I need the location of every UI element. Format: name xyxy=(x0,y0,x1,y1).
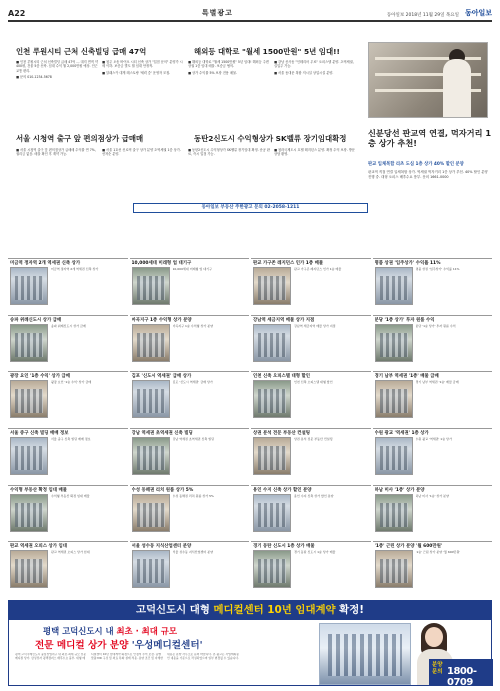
ad-column-7: ■ 동탄2신도시 수익형상가 SK벨류 장기임대 확정. 준공 완료, 즉시 입점 가능. xyxy=(188,148,270,157)
ad-body-text: 서울 중구 신축 빌딩 매매 정보 xyxy=(51,437,91,441)
contact-bar: 동아일보 부동산 주한광고 문의 02-2058-1211 xyxy=(133,203,368,213)
ad-body-text: 판교 가구존 레지던스 인가 1층 매물 xyxy=(294,267,342,271)
ad-title: 명품 상권 '입주상가' 수익률 11% xyxy=(374,261,441,266)
phone-number: 1800-0709 xyxy=(447,666,477,688)
building-photo xyxy=(253,324,291,362)
classified-ad xyxy=(130,541,250,596)
ad-column-5: ■ 서울 시청역 출구 앞 편의점상가 급매매 수익률 연 7%, 권리금 없음. 매물 확인 후 계약 가능. xyxy=(16,148,96,157)
bottom-advertisement xyxy=(8,600,492,686)
building-photo xyxy=(132,324,170,362)
ad-column-1: ■ 인천 루원시티 근처 신축빌딩 급매 47억 … 대지 면적 약 400평, 건물 5층 신축. 임대 수익 월 2,000만원 예상. 인근 교통 편리. ■ 문의 010-1234-5678 xyxy=(16,60,98,79)
classified-ad xyxy=(251,315,371,370)
ad-banner: 고덕신도시 대형 메디컬센터 10년 임대계약 확정! xyxy=(9,601,491,620)
ad-title: 김포 '신도시 역세권' 급매 상가 xyxy=(131,374,192,380)
ad-body-text: 김포 '신도시 역세권' 급매 상가 xyxy=(172,380,213,385)
ad-body-text: 마곡지구 1층 수익형 상가 분양 xyxy=(172,323,213,328)
ad-title: 판교 역세권 오피스 상가 임대 xyxy=(10,544,68,550)
classified-ad xyxy=(130,428,250,483)
classified-ad xyxy=(8,428,128,483)
building-photo xyxy=(375,380,413,418)
building-photo xyxy=(375,437,413,475)
ad-title: 상권 분석 전문 부동산 컨설팅 xyxy=(253,431,311,436)
top-section xyxy=(8,40,492,255)
call-label: 분양 문의 xyxy=(432,662,443,675)
subheadline-mid: 동탄2신도시 수익형상가 SK벨류 장기임대확정 xyxy=(194,134,347,143)
ad-column-3: ■ 해외등 대학로 "월세 1500만원" 5년 임대! 해외등 주변 상권 1층 임대 매물. 보증금 협의. ■ 상가 수익률 5% 보장 전용 매물. xyxy=(188,60,269,75)
classified-ad xyxy=(373,485,493,540)
building-photo xyxy=(375,494,413,532)
phone-box xyxy=(429,659,493,686)
building-photo xyxy=(253,437,291,475)
building-photo xyxy=(253,267,291,305)
ad-title: 10,000세대 미래형 업 대기구 xyxy=(131,261,192,266)
ad-body-text: 수익형 부동산 확정 임대 매물 xyxy=(51,493,90,498)
building-photo xyxy=(375,550,413,588)
ad-title: 광장 요인 '1층 수익' 상가 급매 xyxy=(10,374,71,380)
ad-body-text: 10,000세대 미래형 업 대기구 xyxy=(172,267,212,271)
classified-ad xyxy=(251,258,371,313)
building-photo xyxy=(132,550,170,588)
feature-photo xyxy=(368,42,488,118)
building-photo xyxy=(375,267,413,305)
ad-title: 수원 광교 '역세권' 1층 상가 xyxy=(374,431,429,436)
ad-title: 인천 신축 오피스텔 대형 할인 xyxy=(253,374,311,380)
feature-subtitle: 판교 입체복합 리츠 도심 1층 상가 40% 할인 분양 xyxy=(368,162,464,167)
building-photo xyxy=(10,324,48,362)
ad-fine-print: 평택 고덕국제신도시 중심상업지구 내 최초·최대 규모 전문 메디컬 상가. 삼성전자 평택캠퍼스 배후수요 풍부. 대형 메디컬센터 10년 임대계약 확정으로 안정적 수익 보장. 층별 맞춤 MD 구성 및 의료 특화 설계 적용. 분양 조건 및 자세한 내용은 분양 사무소로 문의 바랍니다. 본 광고는 사업계획승인 내용을 기준으로 작성되었으며 일부 변경될 수 있습니다. xyxy=(15,653,239,660)
ad-column-8: ■ 청라국제도시 호텔 레지던스 분양. 확정 수익 보장. 방문 상담 환영. xyxy=(274,148,355,157)
building-photo xyxy=(132,494,170,532)
building-photo xyxy=(253,550,291,588)
classified-ad xyxy=(251,371,371,426)
ad-title: 서울 중구 신축 빌딩 매매 정보 xyxy=(10,431,69,436)
feature-title: 신분당선 판교역 연결, 먹자거리 1층 상가 추천! xyxy=(368,128,492,148)
classified-ad xyxy=(251,428,371,483)
headline-mid: 해외등 대학로 "월세 1500만원" 5년 임대!! xyxy=(194,47,340,56)
ad-body-text: 분당 '1층 상가' 투자 원룸 수익 xyxy=(415,323,456,328)
classified-ad xyxy=(8,541,128,596)
ad-body-text: 판교 역세권 오피스 상가 임대 xyxy=(51,550,90,555)
ad-column-4: ■ 강남 신사동 "인테리어 무료" 오피스텔 분양. 초역세권, 실입주 가능. ■ 서울 동대문 복합 저시설 상업시설 분양. xyxy=(274,60,354,75)
ad-body-text: 강남 역세권 초역세권 신축 빌딩 xyxy=(172,437,214,441)
ad-title: 판교 가구존 레지던스 인가 1층 매물 xyxy=(253,261,324,266)
ad-headline-1: 평택 고덕신도시 내 최초 · 최대 규모 xyxy=(43,626,177,636)
ad-title: 경기 동탄 신도시 1층 상가 매물 xyxy=(253,544,315,550)
building-photo xyxy=(132,267,170,305)
newspaper-logo: 동아일보 xyxy=(464,9,492,17)
ad-title: 용인 수지 신축 상가 할인 분양 xyxy=(253,487,312,493)
classified-ad-grid xyxy=(8,258,492,596)
classified-ad xyxy=(251,541,371,596)
ad-body-text: 상권 분석 전문 부동산 컨설팅 xyxy=(294,437,333,441)
classified-ad xyxy=(8,485,128,540)
classified-ad xyxy=(130,258,250,313)
ad-body-text: 송파 위례신도시 상가 급매 xyxy=(51,323,86,328)
building-photo xyxy=(132,380,170,418)
ad-body-text: 용인 수지 신축 상가 할인 분양 xyxy=(294,493,334,498)
ad-title: 서울 성수동 지식산업센터 분양 xyxy=(131,544,192,550)
building-photo xyxy=(10,437,48,475)
ad-body-text: 강남역 세금지역 매물 상가 지점 xyxy=(294,323,336,328)
ad-title: 마곡지구 1층 수익형 상가 분양 xyxy=(131,317,192,323)
ad-title: 분당 '1층 상가' 투자 원룸 수익 xyxy=(374,317,435,323)
building-photo xyxy=(375,324,413,362)
page-header xyxy=(8,6,492,22)
issue-date: 동아일보 2018년 11월 29일 목요일 xyxy=(386,13,459,18)
classified-ad xyxy=(373,428,493,483)
ad-headline-2: 전문 메디컬 상가 분양 '우성메디컬센터' xyxy=(35,640,203,651)
building-photo xyxy=(10,267,48,305)
subheadline-left: 서울 시청역 출구 앞 편의점상가 급매매 xyxy=(16,134,144,143)
classified-ad xyxy=(8,258,128,313)
building-photo xyxy=(253,380,291,418)
classified-ad xyxy=(373,541,493,596)
building-photo xyxy=(132,437,170,475)
ad-body-text: 수성 동해권 리치 원룸 상가 5% xyxy=(172,493,214,498)
building-photo xyxy=(10,380,48,418)
ad-title: 강남 역세권 초역세권 신축 빌딩 xyxy=(131,431,193,436)
feature-body: 판교역 직접 연결 입체복합 상가. 역세권 먹자거리 1층 상가 추천. 40% 할인 분양 진행 중. 대형 오피스 배후수요 풍부. 문의 1661-0000 xyxy=(368,170,488,179)
ad-title: '1층' 근린 상가 분양 '월 600만원' xyxy=(374,544,443,550)
classified-ad xyxy=(8,371,128,426)
ad-body-text: 인천 신축 오피스텔 대형 할인 xyxy=(294,380,333,385)
building-rendering xyxy=(319,623,411,685)
banner-highlight: 메디컬센터 10년 임대계약 xyxy=(213,604,336,616)
page-number: A22 xyxy=(8,9,26,18)
ad-body-text: 서울 성수동 지식산업센터 분양 xyxy=(172,550,214,555)
ad-body-text: '1층' 근린 상가 분양 '월 600만원' xyxy=(415,550,461,555)
ad-title: 수익형 부동산 확정 임대 매물 xyxy=(10,487,68,493)
ad-column-6: ■ 서울 1호선 신로역 출구 상가 분양 초역세권 1층 상가. 선착순 분양. xyxy=(102,148,181,157)
classified-ad xyxy=(130,315,250,370)
ad-title: 수성 동해권 리치 원룸 상가 5% xyxy=(131,487,194,493)
headline-left: 인천 루원시티 근처 신축빌딩 급매 47억 xyxy=(16,47,147,56)
building-photo xyxy=(10,550,48,588)
ad-body-text: 수원 광교 '역세권' 1층 상가 xyxy=(415,437,452,441)
classified-ad xyxy=(8,315,128,370)
ad-body-text: 광장 요인 '1층 수익' 상가 급매 xyxy=(51,380,92,385)
ad-body-text: 경기 남부 역세권 '1층' 매물 급매 xyxy=(415,380,459,385)
ad-column-2: ■ 청주 오송 바이오 시티 신축 상가 "입점 문의" 분양가 시세 이하. 보증금 별도 월 임대 안정적. ■ 알래스카 대게 레스토랑 '세력 중' 운영자 모집. xyxy=(102,60,183,75)
ad-body-text: 하남 미사 '1층' 상가 분양 xyxy=(415,493,449,498)
ad-body-text: 명품 상권 '입주상가' 수익률 11% xyxy=(415,267,460,271)
classified-ad xyxy=(373,258,493,313)
ad-body-text: 경기 동탄 신도시 1층 상가 매물 xyxy=(294,550,336,555)
building-photo xyxy=(10,494,48,532)
classified-ad xyxy=(251,485,371,540)
classified-ad xyxy=(130,485,250,540)
section-title: 특별광고 xyxy=(201,9,233,17)
ad-title: 강남역 세금지역 매물 상가 지점 xyxy=(253,317,315,323)
ad-body-text: 미금역 정자역 2개 역세권 신축 상가 xyxy=(51,267,99,271)
classified-ad xyxy=(130,371,250,426)
classified-ad xyxy=(373,371,493,426)
classified-ad xyxy=(373,315,493,370)
ad-title: 송파 위례신도시 상가 급매 xyxy=(10,317,62,323)
ad-title: 미금역 정자역 2개 역세권 신축 상가 xyxy=(10,261,81,266)
ad-title: 경기 남부 역세권 '1층' 매물 급매 xyxy=(374,374,439,380)
building-photo xyxy=(253,494,291,532)
ad-title: 하남 미사 '1층' 상가 분양 xyxy=(374,487,425,493)
